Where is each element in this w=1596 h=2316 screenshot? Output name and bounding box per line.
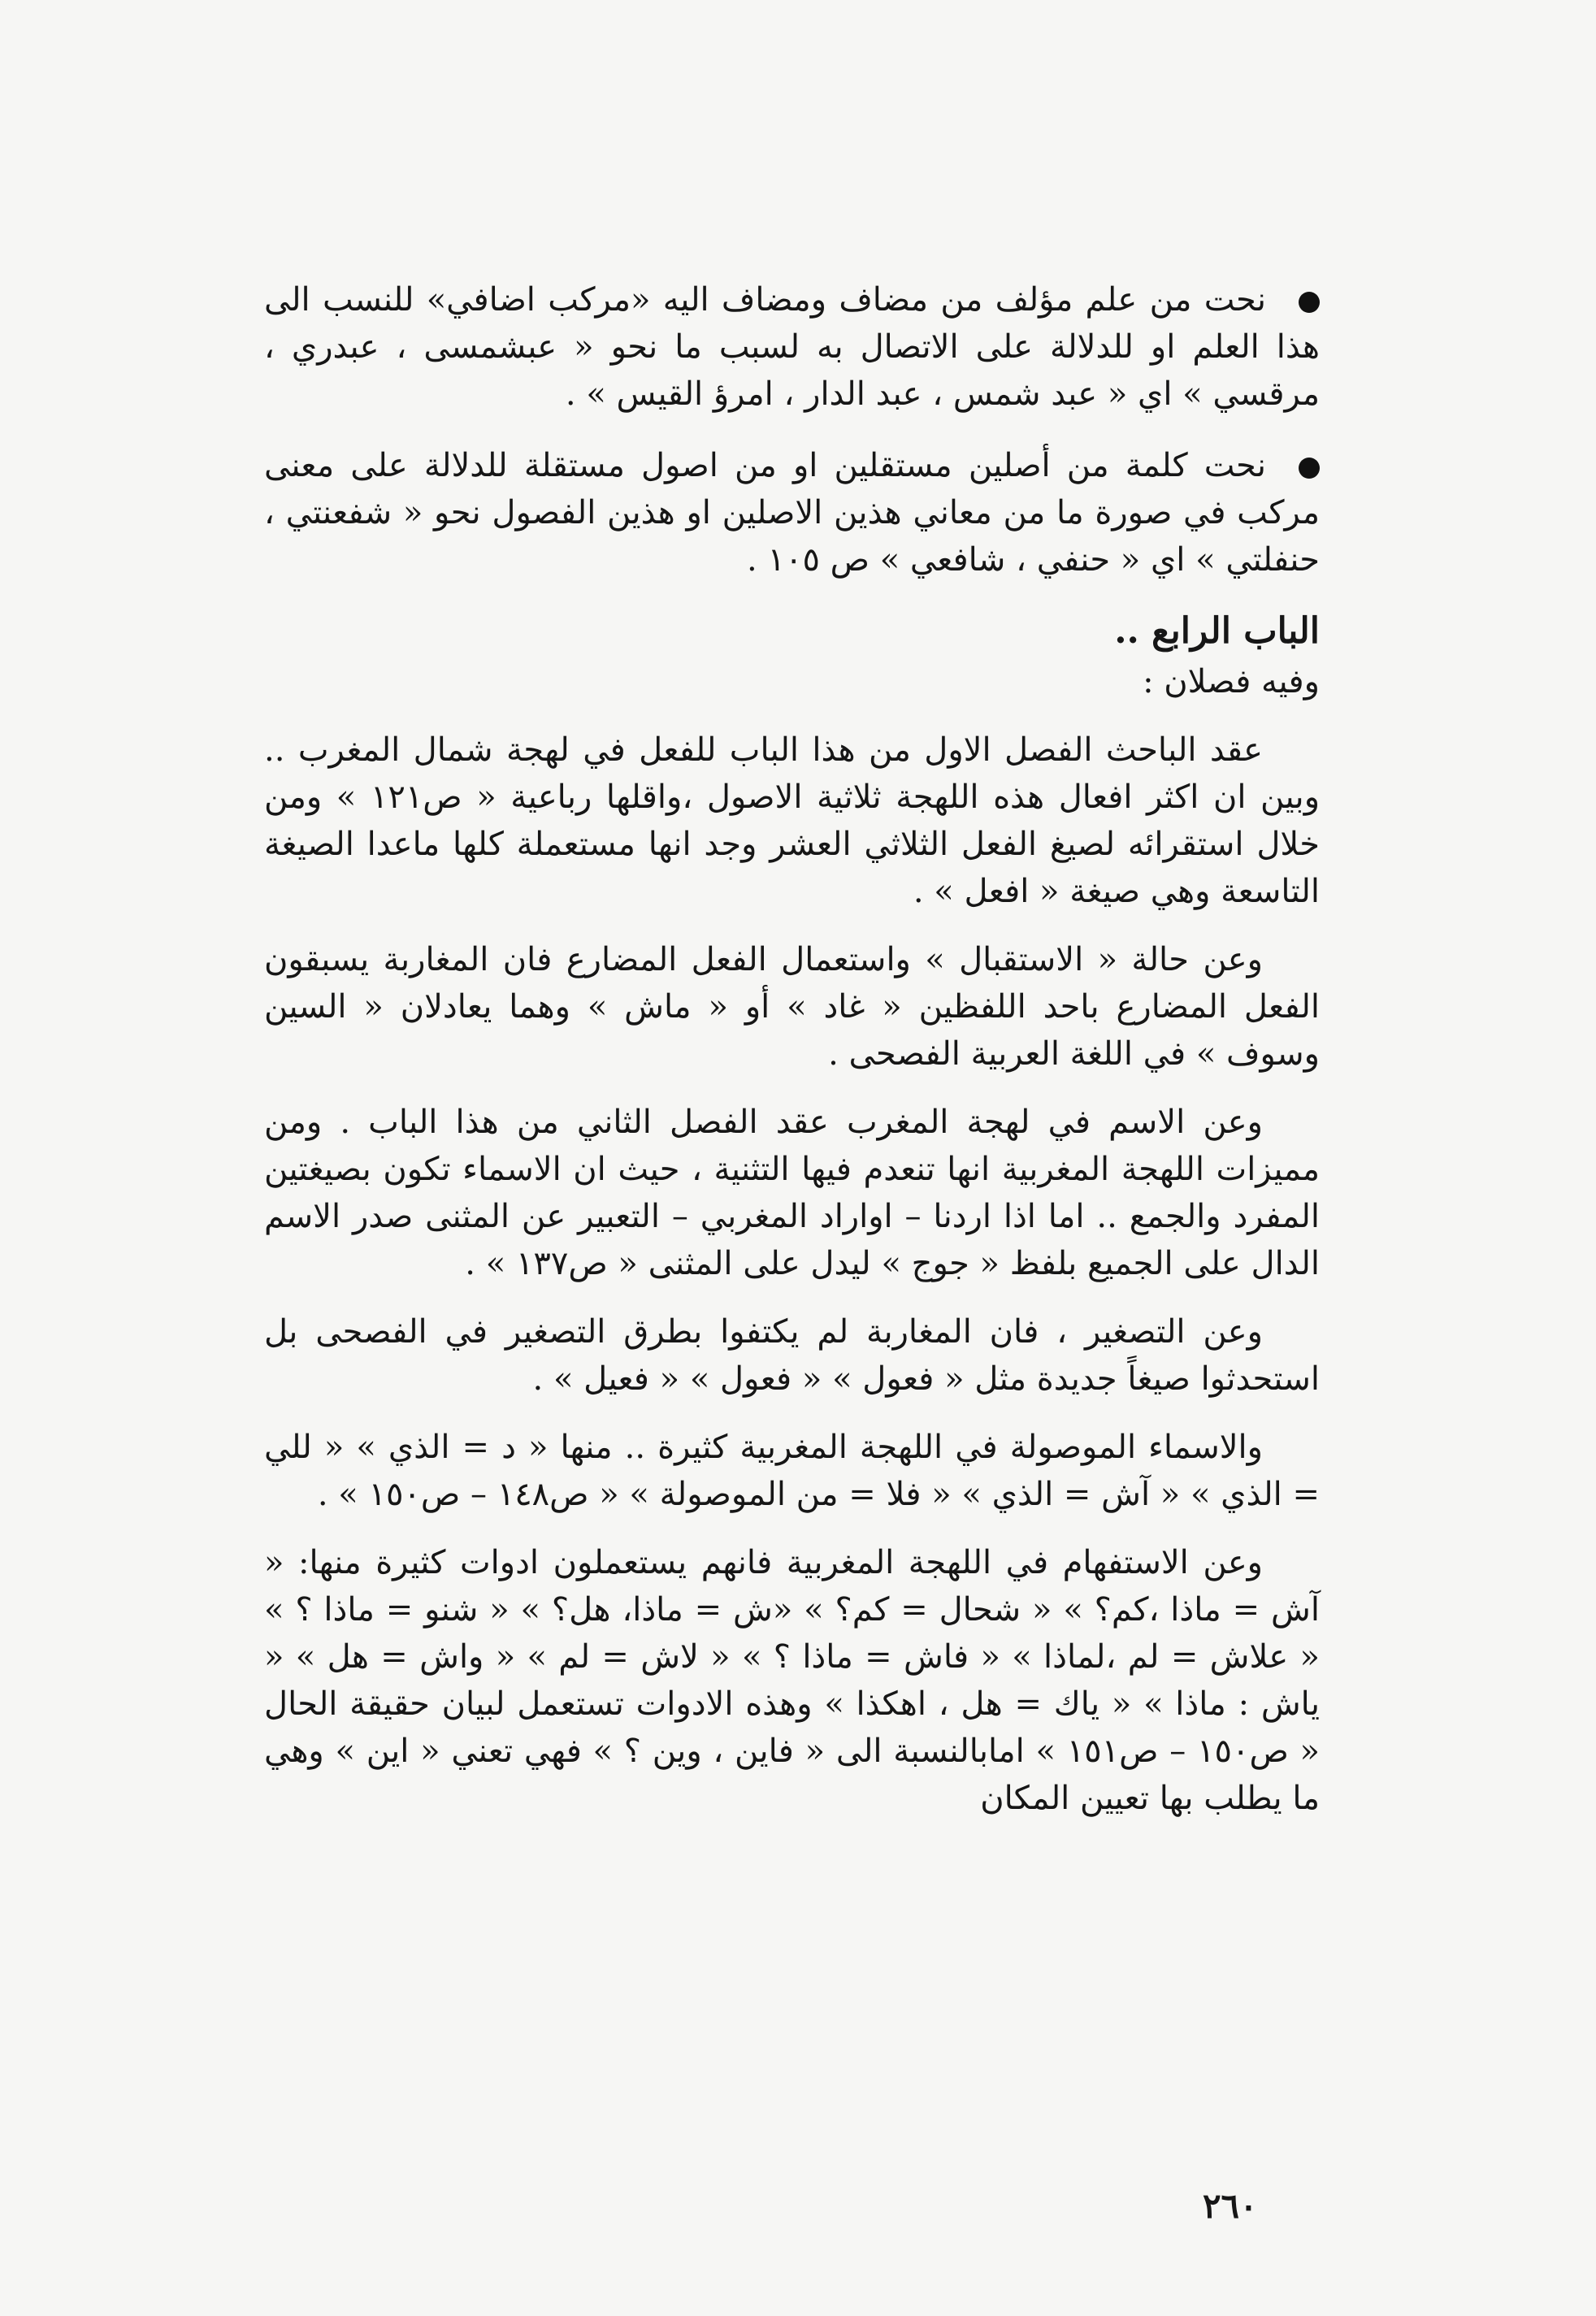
paragraph: وعن التصغير ، فان المغاربة لم يكتفوا بطرق التصغير في الفصحى بل استحدثوا صيغاً جديدة مثل « فعول » « فعول » « فعيل » . (264, 1313, 1320, 1398)
paragraph: وعن حالة « الاستقبال » واستعمال الفعل المضارع فان المغاربة يسبقون الفعل المضارع باحد اللفظين « غاد » أو « ماش » وهما يعادلان « السين وسوف » في اللغة العربية الفصحى . (264, 941, 1321, 1073)
bullet-dot-icon (1299, 292, 1320, 313)
bullet-text: نحت كلمة من أصلين مستقلين او من اصول مستقلة للدلالة على معنى مركب في صورة ما من معاني هذين الاصلين او هذين الفصول نحو « شفعنتي ، حنفلتي » اي « حنفي ، شافعي » ص ١٠٥ . (264, 447, 1320, 579)
paragraph: عقد الباحث الفصل الاول من هذا الباب للفعل في لهجة شمال المغرب .. وبين ان اكثر افعال هذه اللهجة ثلاثية الاصول ،واقلها رباعية « ص١٢١ » ومن خلال استقرائه لصيغ الفعل الثلاثي العشر وجد انها مستعملة كلها ماعدا الصيغة التاسعة وهي صيغة « افعل » . (264, 731, 1321, 910)
bullet-dot-icon (1299, 458, 1320, 479)
bullet-item (264, 276, 1320, 418)
bullet-text: نحت من علم مؤلف من مضاف ومضاف اليه «مركب اضافي» للنسب الى هذا العلم او للدلالة على الاتصال به لسبب ما نحو « عبشمسى ، عبدري ، مرقسي » اي « عبد شمس ، عبد الدار ، امرؤ القيس » . (264, 281, 1320, 413)
paragraph: وعن الاستفهام في اللهجة المغربية فانهم يستعملون ادوات كثيرة منها: « آش = ماذا ،كم؟ » « شحال = كم؟ » «ش = ماذا، هل؟ » « شنو = ماذا ؟ » « علاش = لم ،لماذا » « فاش = ماذا ؟ » « لاش = لم » « واش = هل » « ياش : ماذا » « ياك = هل ، اهكذا » وهذه الادوات تستعمل لبيان حقيقة الحال « ص١٥٠ – ص١٥١ » امابالنسبة الى « فاين ، وين ؟ » فهي تعني « اين » وهي ما يطلب بها تعيين المكان (264, 1544, 1321, 1817)
page-number: ٢٦٠ (1203, 2186, 1258, 2226)
chapter-subheading: وفيه فصلان : (1143, 663, 1320, 700)
chapter-heading: الباب الرابع .. (1114, 610, 1320, 652)
paragraph: وعن الاسم في لهجة المغرب عقد الفصل الثاني من هذا الباب . ومن مميزات اللهجة المغربية انها تنعدم فيها التثنية ، حيث ان الاسماء تكون بصيغتين المفرد والجمع .. اما اذا اردنا – اواراد المغربي – التعبير عن المثنى صدر الاسم الدال على الجميع بلفظ « جوج » ليدل على المثنى « ص١٣٧ » . (264, 1104, 1320, 1282)
bullet-item (264, 442, 1320, 583)
page-body (264, 276, 1320, 1843)
paragraph: والاسماء الموصولة في اللهجة المغربية كثيرة .. منها « د = الذي » « للي = الذي » « آش = الذي » « فلا = من الموصولة » « ص١٤٨ – ص١٥٠ » . (264, 1429, 1320, 1513)
